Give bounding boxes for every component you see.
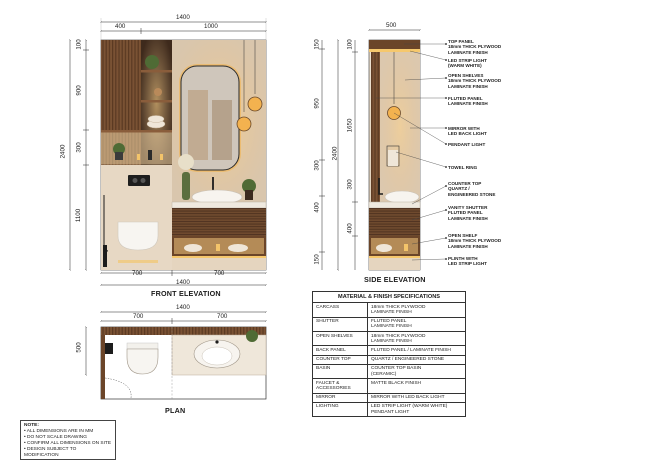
side-vanity-shutter — [369, 208, 420, 236]
table-row — [313, 379, 466, 393]
spec-item: MIRROR — [313, 393, 368, 402]
side-dim-outer-1: 150 — [313, 39, 321, 50]
table-row — [313, 402, 466, 416]
note-text: ALL DIMENSIONS ARE IN MM — [26, 429, 94, 434]
table-row — [313, 393, 466, 402]
side-dim-outer-2: 950 — [313, 98, 321, 109]
front-elevation — [70, 18, 266, 285]
spec-value: MIRROR WITH LED BACK LIGHT — [368, 393, 466, 402]
plan-title: PLAN — [165, 406, 186, 415]
basin-icon — [385, 191, 419, 203]
front-dim-total-height: 2400 — [59, 144, 67, 159]
spec-item: CARCASS — [313, 303, 368, 317]
flush-plate-icon — [128, 175, 150, 186]
notes-box — [20, 420, 116, 460]
notes-heading: NOTE: — [24, 423, 39, 428]
callout-open-shelf: OPEN SHELF 18mm THICK PLYWOOD LAMINATE FINISH — [448, 233, 502, 249]
front-dim-seg-1: 100 — [75, 39, 83, 50]
pendant-light-icon — [237, 117, 251, 131]
vanity-shutter — [172, 208, 266, 236]
spec-item: LIGHTING — [313, 402, 368, 416]
plan-dim-right: 700 — [217, 313, 228, 320]
spec-item: COUNTER TOP — [313, 355, 368, 364]
front-dim-bottom-left: 700 — [132, 270, 143, 277]
plan-dim-depth: 500 — [75, 342, 83, 353]
spec-item: OPEN SHELVES — [313, 332, 368, 346]
spec-item: BACK PANEL — [313, 346, 368, 355]
front-dim-left-width: 400 — [115, 23, 126, 30]
note-item: • ALL DIMENSIONS ARE IN MM — [24, 429, 94, 434]
spec-table — [312, 291, 466, 417]
pendant-light-icon — [248, 97, 262, 111]
plan-view — [86, 312, 266, 399]
side-dim-inner-2: 1650 — [346, 118, 354, 133]
side-dim-outer-3: 300 — [313, 160, 321, 171]
callout-towel-ring: TOWEL RING — [448, 165, 478, 170]
table-row — [313, 364, 466, 378]
front-dim-seg-4: 1100 — [75, 208, 83, 223]
note-text: DESIGN SUBJECT TO MODIFICATION — [24, 447, 77, 458]
spec-value: FLUTED PANEL / LAMINATE FINISH — [368, 346, 466, 355]
spec-item: BASIN — [313, 364, 368, 378]
spec-value: 18mm THICK PLYWOOD LAMINATE FINISH — [368, 332, 466, 346]
callout-vanity-shutter: VANITY SHUTTER FLUTED PANEL LAMINATE FINISH — [448, 205, 488, 221]
callout-plinth: PLINTH WITH LED STRIP LIGHT — [448, 256, 487, 267]
toilet-icon — [118, 222, 158, 250]
front-dim-seg-3: 300 — [75, 142, 83, 153]
callout-top-panel: TOP PANEL 18mm THICK PLYWOOD LAMINATE FINISH — [448, 39, 502, 55]
plan-toilet-icon — [127, 349, 158, 374]
side-top-panel — [369, 40, 420, 49]
front-dim-total-top: 1400 — [176, 14, 190, 21]
side-dim-inner-5: 400 — [346, 223, 354, 234]
front-dim-right-width: 1000 — [204, 23, 218, 30]
side-dim-width: 500 — [386, 22, 397, 29]
callout-open-shelves: OPEN SHELVES 18mm THICK PLYWOOD LAMINATE FINISH — [448, 73, 502, 89]
table-row — [313, 355, 466, 364]
spec-value: MATTE BLACK FINISH — [368, 379, 466, 393]
plan-shower-icon — [105, 343, 113, 354]
front-dim-bottom-total: 1400 — [176, 279, 190, 286]
plan-dim-left: 700 — [133, 313, 144, 320]
plant-icon — [145, 55, 159, 69]
spec-item: FAUCET & ACCESSORIES — [313, 379, 368, 393]
callout-led-strip: LED STRIP LIGHT (WARM WHITE) — [448, 58, 487, 69]
front-elevation-title: FRONT ELEVATION — [151, 289, 221, 298]
side-dim-inner-4: 300 — [346, 179, 354, 190]
spec-item: SHUTTER — [313, 317, 368, 331]
front-dim-bottom-right: 700 — [214, 270, 225, 277]
front-dim-seg-2: 900 — [75, 85, 83, 96]
spec-value: 18mm THICK PLYWOOD LAMINATE FINISH — [368, 303, 466, 317]
spec-table-title: MATERIAL & FINISH SPECIFICATIONS — [313, 292, 466, 303]
note-text: CONFIRM ALL DIMENSIONS ON SITE — [27, 441, 112, 446]
table-row — [313, 332, 466, 346]
spec-value: LED STRIP LIGHT (WARM WHITE) PENDANT LIGHT — [368, 402, 466, 416]
note-text: DO NOT SCALE DRAWING — [27, 435, 87, 440]
counter-top — [172, 202, 266, 208]
note-item: • CONFIRM ALL DIMENSIONS ON SITE — [24, 441, 112, 446]
note-item: • DO NOT SCALE DRAWING — [24, 435, 87, 440]
callout-mirror: MIRROR WITH LED BACK LIGHT — [448, 126, 487, 137]
plan-plant-icon — [246, 330, 258, 342]
side-elevation-title: SIDE ELEVATION — [364, 275, 426, 284]
side-dim-outer-5: 150 — [313, 254, 321, 265]
side-dim-inner-1: 100 — [346, 39, 354, 50]
spec-value: COUNTER TOP BASIN (CERAMIC) — [368, 364, 466, 378]
table-row — [313, 303, 466, 317]
callout-counter-top: COUNTER TOP QUARTZ / ENGINEERED STONE — [448, 181, 496, 197]
spec-value: QUARTZ / ENGINEERED STONE — [368, 355, 466, 364]
side-dim-inner-3: 2400 — [331, 146, 339, 161]
side-dim-outer-4: 400 — [313, 202, 321, 213]
plan-dim-total: 1400 — [176, 304, 190, 311]
callout-pendant-light: PENDANT LIGHT — [448, 142, 486, 147]
plan-back-wall — [101, 327, 266, 335]
vase-icon — [154, 88, 162, 96]
flower-vase-icon — [178, 154, 194, 170]
table-row — [313, 346, 466, 355]
note-item: • DESIGN SUBJECT TO MODIFICATION — [24, 447, 77, 458]
table-row — [313, 317, 466, 331]
callout-fluted-panel: FLUTED PANEL LAMINATE FINISH — [448, 96, 488, 107]
spec-value: FLUTED PANEL LAMINATE FINISH — [368, 317, 466, 331]
